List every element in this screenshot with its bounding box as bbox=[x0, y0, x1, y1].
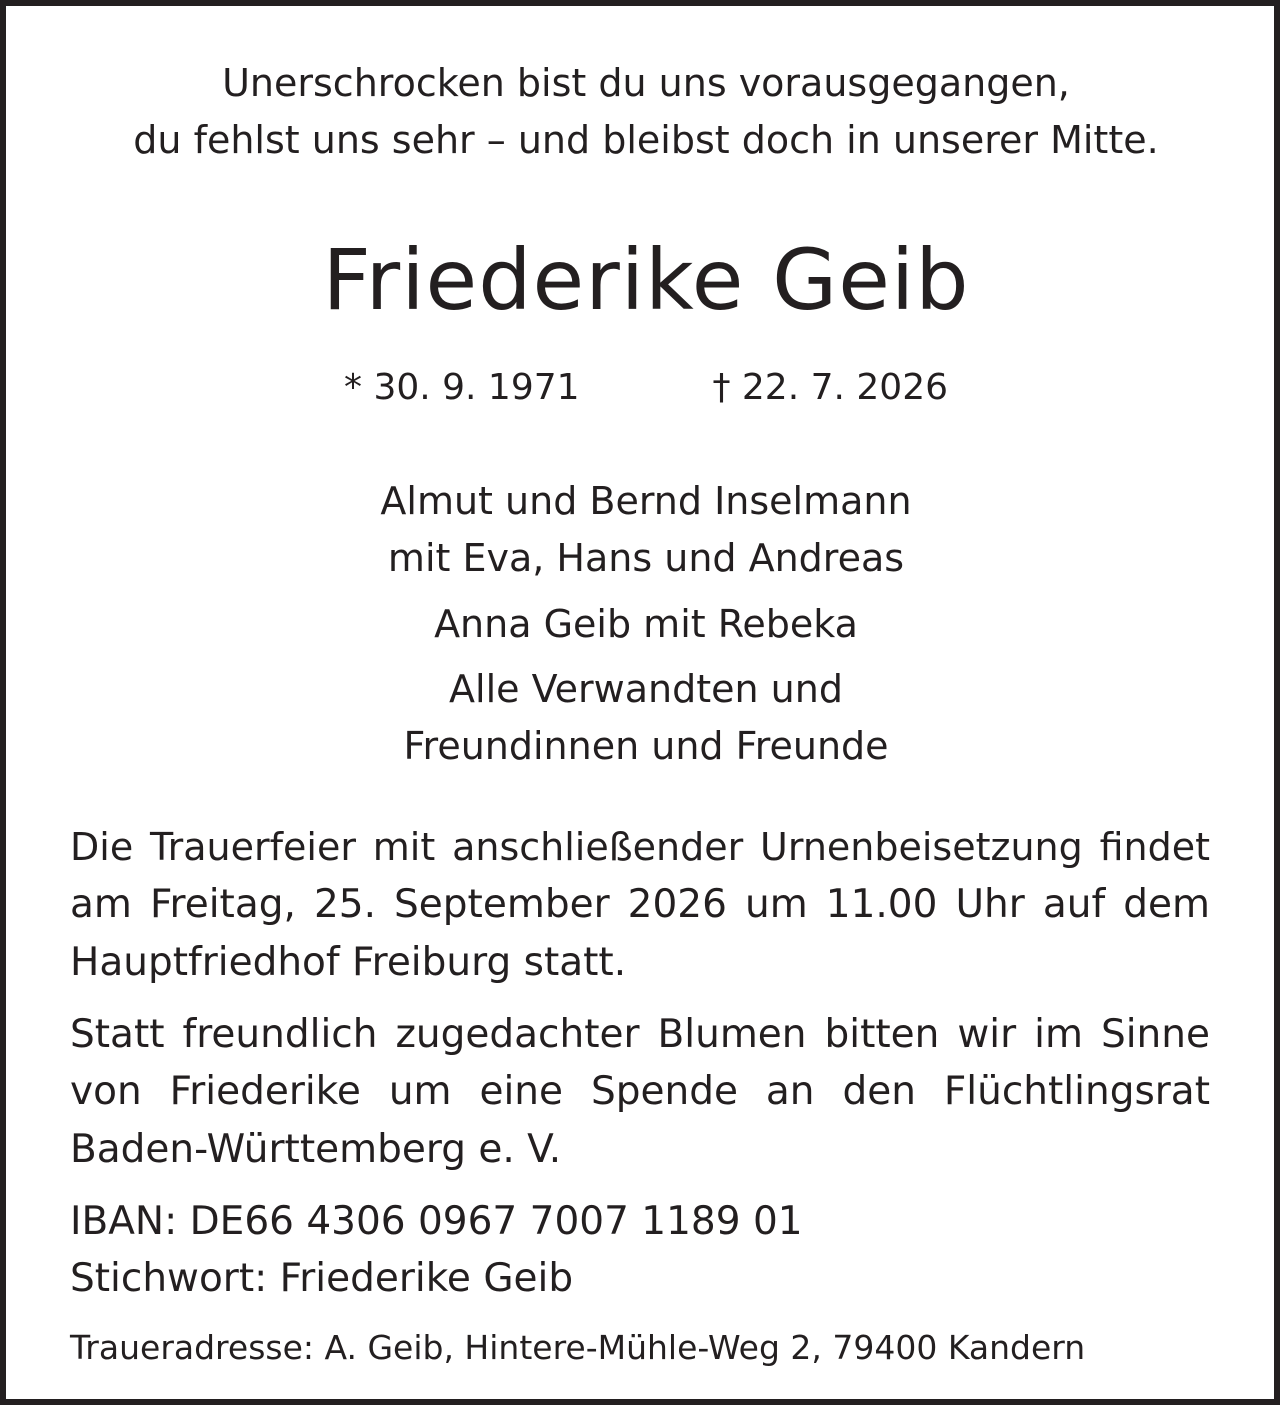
mourner-line-4: Alle Verwandten und bbox=[449, 667, 843, 711]
mourning-address: Traueradresse: A. Geib, Hintere-Mühle-Weg 2, 79400 Kandern bbox=[70, 1328, 1086, 1367]
donation-keyword: Stichwort: Friederike Geib bbox=[70, 1256, 574, 1301]
mourner-line-1: Almut und Bernd Inselmann bbox=[380, 479, 912, 523]
ceremony-line-1: Die Trauerfeier mit anschließender Urnenbeisetzung findet bbox=[70, 825, 1210, 869]
death-date: † 22. 7. 2026 bbox=[712, 367, 948, 408]
mourner-line-5: Freundinnen und Freunde bbox=[403, 724, 889, 768]
deceased-name: Friederike Geib bbox=[322, 231, 970, 329]
donation-line-1: Statt freundlich zugedachter Blumen bitten wir im Sinne bbox=[70, 1012, 1210, 1057]
iban: IBAN: DE66 4306 0967 7007 1189 01 bbox=[70, 1199, 803, 1244]
mourner-line-3: Anna Geib mit Rebeka bbox=[434, 602, 858, 646]
donation-line-2: von Friederike um eine Spende an den Flüchtlingsrat bbox=[70, 1069, 1210, 1114]
ceremony-line-2: am Freitag, 25. September 2026 um 11.00 Uhr auf dem bbox=[70, 882, 1210, 927]
birth-date: * 30. 9. 1971 bbox=[344, 367, 580, 408]
motto-line-1: Unerschrocken bist du uns vorausgegangen, bbox=[222, 61, 1070, 105]
ceremony-line-3: Hauptfriedhof Freiburg statt. bbox=[70, 940, 627, 985]
mourner-line-2: mit Eva, Hans und Andreas bbox=[387, 536, 905, 580]
life-dates bbox=[6, 367, 1280, 408]
motto-line-2: du fehlst uns sehr – und bleibst doch in unserer Mitte. bbox=[133, 118, 1159, 162]
donation-line-3: Baden-Württemberg e. V. bbox=[70, 1127, 562, 1172]
